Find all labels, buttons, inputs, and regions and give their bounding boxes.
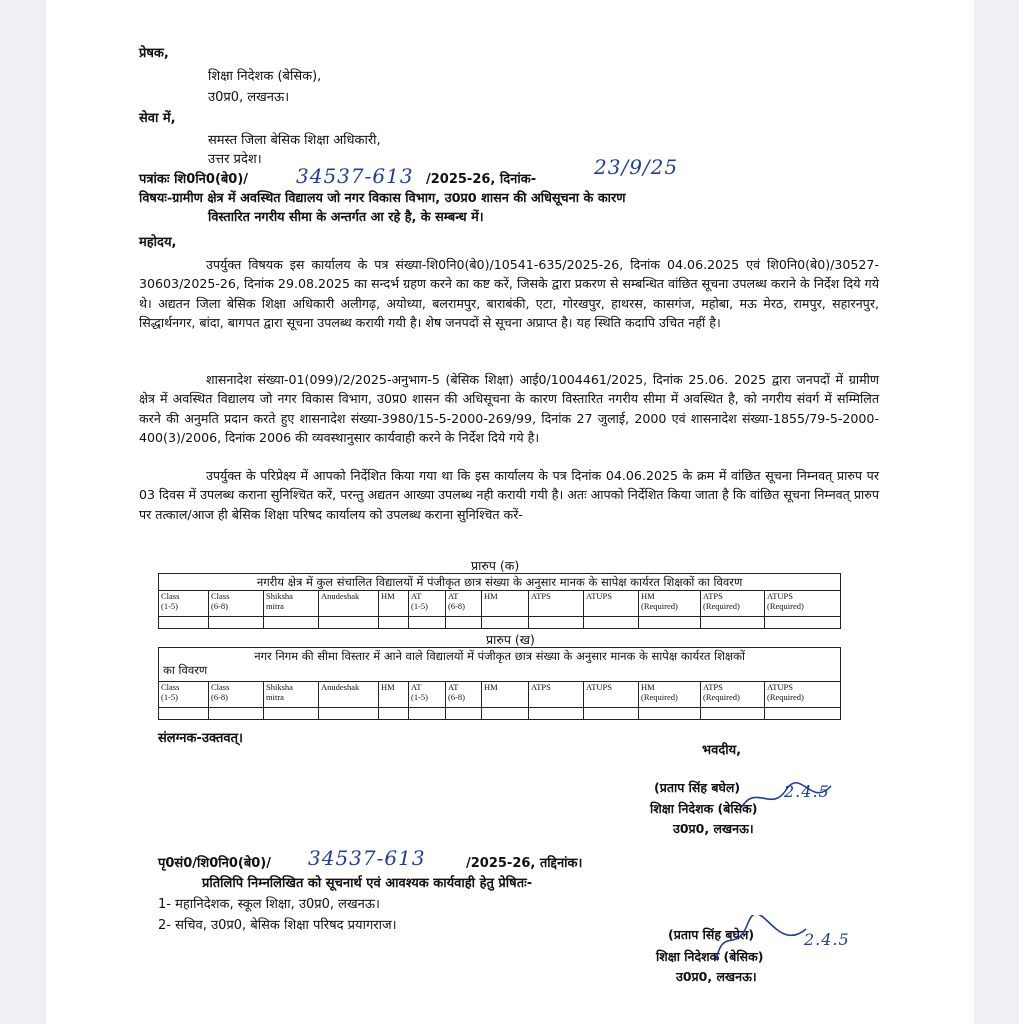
subject-line-1: विषयः-ग्रामीण क्षेत्र में अवस्थित विद्यालय जो नगर विकास विभाग, उ0प्र0 शासन की अधिसूचना के कारण	[139, 191, 626, 206]
copy-intro: प्रतिलिपि निम्नलिखित को सूचनार्थ एवं आवश्यक कार्यवाही हेतु प्रेषितः-	[202, 876, 533, 891]
column-header	[264, 591, 319, 617]
salutation: महोदय,	[139, 235, 177, 250]
column-header-line-2: (Required)	[767, 601, 804, 611]
sender-label: प्रेषक,	[139, 46, 169, 61]
column-header-line-2: mitra	[266, 692, 284, 702]
signature-scribble-icon-2	[706, 915, 816, 970]
column-header-line-1: HM	[641, 591, 655, 601]
format-a-data-row	[159, 617, 841, 629]
empty-cell	[209, 617, 264, 629]
column-header-line-1: ATUPS	[767, 591, 793, 601]
empty-cell	[209, 708, 264, 720]
column-header-line-1: Class	[211, 682, 230, 692]
empty-cell	[765, 708, 841, 720]
format-b-table	[158, 647, 841, 720]
reference-prefix: पत्रांकः शि0नि0(बे0)/	[139, 172, 249, 187]
column-header-line-2: (6-8)	[211, 601, 228, 611]
column-header-line-1: HM	[484, 591, 498, 601]
column-header-line-2: (1-5)	[161, 692, 178, 702]
subject-line-2: विस्तारित नगरीय सीमा के अन्तर्गत आ रहे है, के सम्बन्ध में।	[208, 210, 484, 225]
body-paragraph-1: उपर्युक्त विषयक इस कार्यालय के पत्र संख्या-शि0नि0(बे0)/10541-635/2025-26, दिनांक 04.06.2025 एवं शि0नि0(बे0)/30527-30603/2025-26, दिनांक 29.08.2025 का सन्दर्भ ग्रहण करने का कष्ट करें, जिसके द्वारा प्रकरण से सम्बन्धित वांछित सूचना उपलब्ध कराने के निर्देश दिये गये थे। अद्यतन जिला बेसिक शिक्षा अधिकारी अलीगढ़, अयोध्या, बलरामपुर, बाराबंकी, एटा, गोरखपुर, हाथरस, कासगंज, महोबा, मऊ मेरठ, रामपुर, सहारनपुर, सिद्धार्थनगर, बांदा, बागपत द्वारा सूचना उपलब्ध करायी गयी है। शेष जनपदों से सूचना अप्राप्त है। यह स्थिति कदापि उचित नहीं है।	[139, 257, 879, 330]
column-header-line-2: (Required)	[641, 692, 678, 702]
empty-cell	[701, 708, 765, 720]
column-header	[446, 591, 482, 617]
empty-cell	[446, 708, 482, 720]
empty-cell	[409, 617, 446, 629]
column-header-line-2: (1-5)	[161, 601, 178, 611]
column-header	[319, 591, 379, 617]
column-header-line-1: AT	[411, 682, 422, 692]
column-header	[701, 682, 765, 708]
empty-cell	[701, 617, 765, 629]
format-a-label: प्रारुप (क)	[471, 558, 520, 573]
empty-cell	[319, 617, 379, 629]
column-header	[159, 591, 209, 617]
column-header	[701, 591, 765, 617]
column-header	[209, 591, 264, 617]
column-header	[584, 682, 639, 708]
column-header-line-2: (Required)	[641, 601, 678, 611]
letter-page	[46, 0, 974, 1024]
empty-cell	[639, 617, 701, 629]
column-header	[264, 682, 319, 708]
format-b-title-line-1: नगर निगम की सीमा विस्तार में आने वाले विद्यालयों में पंजीकृत छात्र संख्या के अनुसार मानक के सापेक्ष कार्यरत शिक्षकों	[254, 649, 745, 663]
column-header-line-1: AT	[448, 591, 459, 601]
format-b-label: प्रारुप (ख)	[486, 632, 535, 647]
column-header	[639, 591, 701, 617]
empty-cell	[482, 617, 529, 629]
copy-recipient-2: 2- सचिव, उ0प्र0, बेसिक शिक्षा परिषद प्रयागराज।	[158, 918, 397, 933]
signatory-place: उ0प्र0, लखनऊ।	[673, 821, 754, 836]
body-paragraph-2: शासनादेश संख्या-01(099)/2/2025-अनुभाग-5 (बेसिक शिक्षा) आई0/1004461/2025, दिनांक 25.06. 2025 द्वारा जनपदों में ग्रामीण क्षेत्र में अवस्थित विद्यालय जो नगर विकास विभाग, उ0प्र0 शासन की अधिसूचना के कारण विस्तारित नगरीय सीमा में अवस्थित है, को नगरीय संवर्ग में सम्मिलित करने की अनुमति प्रदान करते हुए शासनादेश संख्या-3980/15-5-2000-269/99, दिनांक 27 जुलाई, 2000 एवं शासनादेश संख्या-1855/79-5-2000-400(3)/2006, दिनांक 2006 की व्यवस्थानुसार कार्यवाही करने के निर्देश दिये गये है।	[139, 372, 879, 445]
column-header	[319, 682, 379, 708]
empty-cell	[159, 708, 209, 720]
column-header	[159, 682, 209, 708]
empty-cell	[482, 708, 529, 720]
column-header	[529, 682, 584, 708]
column-header	[379, 591, 409, 617]
column-header-line-1: ATUPS	[586, 591, 612, 601]
column-header	[765, 682, 841, 708]
copy-reference-prefix: पृ0सं0/शि0नि0(बे0)/	[158, 856, 271, 871]
empty-cell	[446, 617, 482, 629]
column-header-line-1: Anudeshak	[321, 682, 360, 692]
column-header-line-2: (Required)	[767, 692, 804, 702]
signatory-title: शिक्षा निदेशक (बेसिक)	[650, 801, 758, 816]
empty-cell	[529, 617, 584, 629]
column-header-line-1: ATPS	[703, 591, 723, 601]
empty-cell	[584, 617, 639, 629]
format-b-title-line-2: का विवरण	[163, 663, 208, 677]
column-header	[209, 682, 264, 708]
empty-cell	[379, 708, 409, 720]
column-header-line-1: HM	[381, 591, 395, 601]
column-header-line-1: ATPS	[703, 682, 723, 692]
column-header	[529, 591, 584, 617]
column-header	[639, 682, 701, 708]
empty-cell	[379, 617, 409, 629]
column-header-line-1: Shiksha	[266, 682, 293, 692]
empty-cell	[584, 708, 639, 720]
column-header	[584, 591, 639, 617]
handwritten-letter-number: 34537-613	[296, 164, 414, 188]
signature-scribble-icon	[736, 778, 846, 818]
format-a-table	[158, 573, 841, 629]
format-b-data-row	[159, 708, 841, 720]
column-header-line-1: AT	[448, 682, 459, 692]
column-header-line-1: Anudeshak	[321, 591, 360, 601]
enclosure-note: संलग्नक-उक्तवत्।	[158, 731, 243, 746]
empty-cell	[319, 708, 379, 720]
column-header-line-2: (Required)	[703, 692, 740, 702]
column-header-line-1: ATPS	[531, 682, 551, 692]
column-header-line-2: (6-8)	[448, 601, 465, 611]
column-header-line-2: (6-8)	[211, 692, 228, 702]
empty-cell	[529, 708, 584, 720]
column-header-line-1: HM	[641, 682, 655, 692]
empty-cell	[765, 617, 841, 629]
empty-cell	[639, 708, 701, 720]
copy-recipient-1: 1- महानिदेशक, स्कूल शिक्षा, उ0प्र0, लखनऊ।	[158, 897, 380, 912]
column-header-line-2: (Required)	[703, 601, 740, 611]
empty-cell	[264, 617, 319, 629]
format-a-title: नगरीय क्षेत्र में कुल संचालित विद्यालयों में पंजीकृत छात्र संख्या के अनुसार मानक के सापेक्ष कार्यरत शिक्षकों का विवरण	[159, 574, 841, 591]
empty-cell	[264, 708, 319, 720]
column-header	[482, 682, 529, 708]
column-header-line-2: (1-5)	[411, 601, 428, 611]
column-header-line-1: HM	[484, 682, 498, 692]
format-b-title	[159, 648, 841, 682]
copy-reference-suffix: /2025-26, तद्दिनांक।	[466, 856, 583, 871]
handwritten-copy-number: 34537-613	[308, 846, 426, 870]
column-header-line-1: ATUPS	[586, 682, 612, 692]
column-header	[482, 591, 529, 617]
column-header-line-1: Class	[211, 591, 230, 601]
column-header-line-1: ATUPS	[767, 682, 793, 692]
signatory-name-2: (प्रताप सिंह बघेल)	[668, 927, 755, 942]
column-header	[409, 591, 446, 617]
closing: भवदीय,	[702, 743, 742, 758]
handwritten-signature: 2.4.5	[784, 782, 830, 801]
empty-cell	[409, 708, 446, 720]
column-header	[409, 682, 446, 708]
column-header-line-2: (1-5)	[411, 692, 428, 702]
empty-cell	[159, 617, 209, 629]
column-header-line-1: Class	[161, 591, 180, 601]
format-b-header-row	[159, 682, 841, 708]
column-header-line-2: (6-8)	[448, 692, 465, 702]
recipient-label: सेवा में,	[139, 111, 176, 126]
column-header-line-1: Class	[161, 682, 180, 692]
column-header	[379, 682, 409, 708]
recipient-place: उत्तर प्रदेश।	[208, 152, 262, 167]
reference-year-date: /2025-26, दिनांक-	[426, 172, 537, 187]
column-header-line-1: Shiksha	[266, 591, 293, 601]
signatory-title-2: शिक्षा निदेशक (बेसिक)	[656, 949, 764, 964]
column-header-line-2: mitra	[266, 601, 284, 611]
body-paragraph-3: उपर्युक्त के परिप्रेक्ष्य में आपको निर्देशित किया गया था कि इस कार्यालय के पत्र दिनांक 04.06.2025 के क्रम में वांछित सूचना निम्नवत् प्रारुप पर 03 दिवस में उपलब्ध कराना सुनिश्चित करें, परन्तु अद्यतन आख्या उपलब्ध नही करायी गयी है। अतः आपको निर्देशित किया जाता है कि वांछित सूचना निम्नवत् प्रारुप पर तत्काल/आज ही बेसिक शिक्षा परिषद कार्यालय को उपलब्ध कराना सुनिश्चित करें-	[139, 468, 879, 522]
column-header-line-1: HM	[381, 682, 395, 692]
handwritten-date: 23/9/25	[594, 155, 679, 179]
sender-place: उ0प्र0, लखनऊ।	[208, 90, 290, 105]
signatory-name: (प्रताप सिंह बघेल)	[654, 780, 741, 795]
column-header	[446, 682, 482, 708]
column-header-line-1: AT	[411, 591, 422, 601]
sender-designation: शिक्षा निदेशक (बेसिक),	[208, 69, 322, 84]
signatory-place-2: उ0प्र0, लखनऊ।	[676, 969, 757, 984]
recipient-designation: समस्त जिला बेसिक शिक्षा अधिकारी,	[208, 133, 381, 148]
column-header-line-1: ATPS	[531, 591, 551, 601]
format-a-header-row	[159, 591, 841, 617]
handwritten-signature-2: 2.4.5	[804, 930, 850, 949]
column-header	[765, 591, 841, 617]
